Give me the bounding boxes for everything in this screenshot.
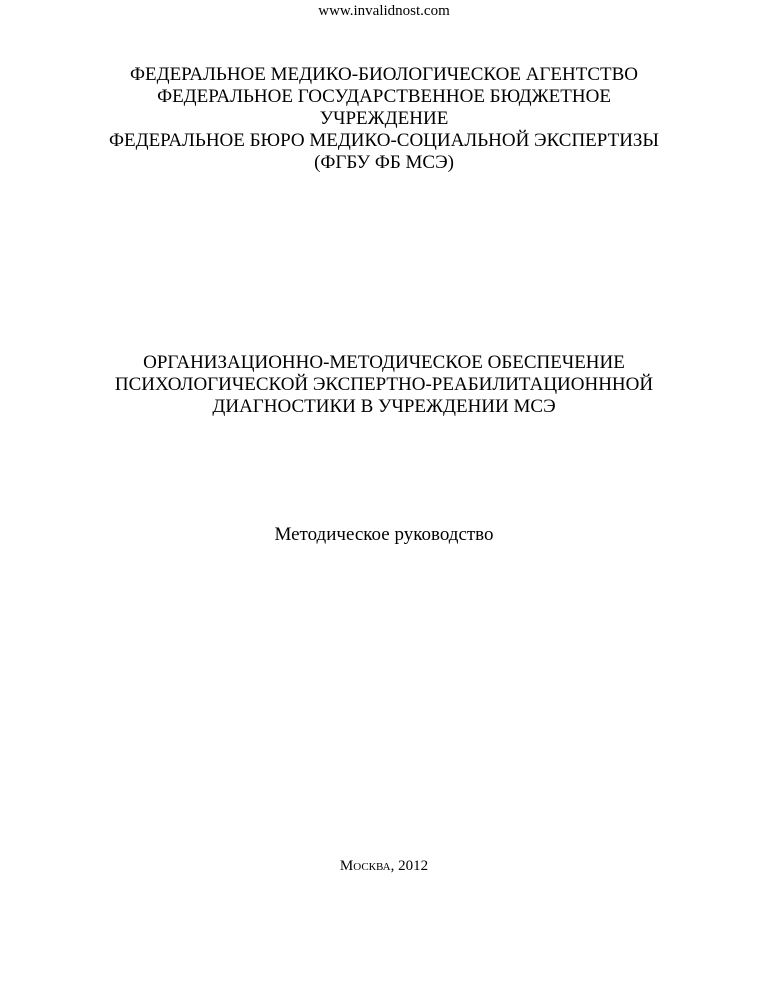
organization-line: ФЕДЕРАЛЬНОЕ МЕДИКО-БИОЛОГИЧЕСКОЕ АГЕНТСТВО <box>130 64 638 85</box>
header-url: www.invalidnost.com <box>318 3 450 19</box>
organization-block <box>0 64 768 174</box>
organization-line: ФЕДЕРАЛЬНОЕ ГОСУДАРСТВЕННОЕ БЮДЖЕТНОЕ <box>157 86 611 107</box>
footer-place-year <box>0 857 768 875</box>
title-line: ПСИХОЛОГИЧЕСКОЙ ЭКСПЕРТНО-РЕАБИЛИТАЦИОНННОЙ <box>114 374 654 395</box>
document-type: Методическое руководство <box>274 524 494 545</box>
organization-line: (ФГБУ ФБ МСЭ) <box>314 152 454 173</box>
title-line: ДИАГНОСТИКИ В УЧРЕЖДЕНИИ МСЭ <box>212 396 556 417</box>
footer-year: , 2012 <box>390 858 429 874</box>
title-line: ОРГАНИЗАЦИОННО-МЕТОДИЧЕСКОЕ ОБЕСПЕЧЕНИЕ <box>143 352 625 373</box>
organization-line: ФЕДЕРАЛЬНОЕ БЮРО МЕДИКО-СОЦИАЛЬНОЙ ЭКСПЕРТИЗЫ <box>109 130 659 151</box>
footer-city: Москва <box>339 858 391 874</box>
organization-line: УЧРЕЖДЕНИЕ <box>319 108 449 129</box>
document-title <box>0 352 768 418</box>
